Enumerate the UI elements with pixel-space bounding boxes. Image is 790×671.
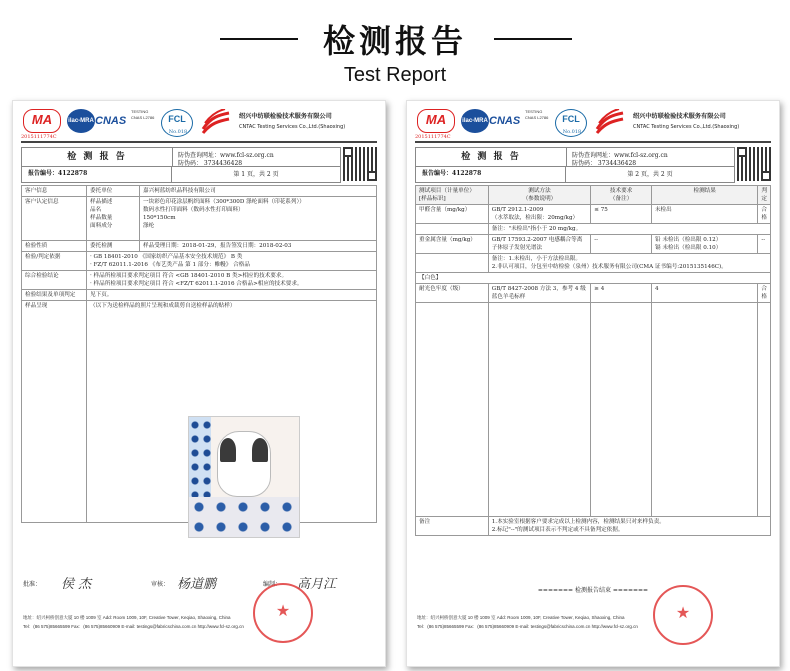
table-row xyxy=(416,205,771,224)
row-label: 样品呈现 xyxy=(22,301,87,523)
ma-logo: MA xyxy=(417,109,455,133)
table-row xyxy=(416,254,771,273)
table-row xyxy=(22,241,377,252)
footer-address: 地址：绍兴柯桥创意大厦 10 楼 1009 室 Add: Room 1009, 10F, Creative Tower, Keqiao, Shaoxing, China xyxy=(23,615,231,620)
row-value: · GB 18401-2010 《国家纺织产品基本安全技术规范》 B 类 · FZ/T 62011.1-2016 《布艺类产品 第 1 部分：帷幔》 合格品 xyxy=(87,252,377,271)
ma-number: 2015111774C xyxy=(415,134,451,140)
cell-result: 4 xyxy=(651,284,757,303)
table-row xyxy=(416,273,771,284)
table-row xyxy=(416,284,771,303)
row-label: 检验/判定依据 xyxy=(22,252,87,271)
row-value: 样品受理日期：2018-01-29，报告签发日期：2018-02-03 xyxy=(140,241,377,252)
cell-item: 耐光色牢度（级） xyxy=(416,284,489,303)
dog-ear-right xyxy=(252,438,268,462)
signature-row xyxy=(21,571,377,595)
company-name-cn: 绍兴中纺联检验技术服务有限公司 xyxy=(239,113,332,120)
notes-text: 1.本实验室根据客户要求完成以上检测内容，检测结果只对来样负责。 2.标记"--"的测试项目表示不判定或不具备判定依据。 xyxy=(488,517,770,536)
column-header: 技术要求 （备注） xyxy=(591,186,652,205)
ma-number: 2015111774C xyxy=(21,134,57,140)
header-divider xyxy=(415,141,771,143)
cell-item xyxy=(416,224,489,235)
logo-strip xyxy=(21,107,377,141)
ilac-logo: ilac-MRA xyxy=(67,109,95,133)
approver-signature: 侯 杰 xyxy=(61,577,92,592)
report-title: 检 测 报 告 xyxy=(22,148,173,167)
cntac-logo-icon xyxy=(595,109,625,135)
cell-result: 未检出 xyxy=(651,205,757,224)
company-name-en: CNTAC Testing Services Co.,Ltd.(Shaoxing) xyxy=(633,124,740,130)
report-title: 检 测 报 告 xyxy=(416,148,567,167)
sample-photo xyxy=(188,416,300,538)
cell-requirement: ≤ 75 xyxy=(591,205,652,224)
verify-site: 防伪查询网址：www.fcl-sz.org.cn xyxy=(572,152,668,159)
row-field: 样品描述 品名 样品数量 面料成分 xyxy=(87,197,140,241)
header-right-rule xyxy=(494,38,572,40)
table-row xyxy=(22,197,377,241)
row-label: 客户认定信息 xyxy=(22,197,87,241)
row-value: · 样品所检项目要求判定项目 符合 <GB 18401-2010 B 类>相应的技术要求。 · 样品所检项目要求判定项目 符合 <FZ/T 62011.1-2016 合格品>相应的技术要求。 xyxy=(87,271,377,290)
row-label: 检验性质 xyxy=(22,241,87,252)
table-row xyxy=(22,186,377,197)
cell-sample-color: 【白色】 xyxy=(416,273,771,284)
cell-item: 甲醛含量（mg/kg） xyxy=(416,205,489,224)
cell-method: GB/T 2912.1-2009 （水萃取法，检出限：20mg/kg） xyxy=(488,205,591,224)
cnas-logo: CNAS xyxy=(489,115,521,127)
page-info: 第 2 页，共 2 页 xyxy=(566,166,734,183)
report-id-box xyxy=(21,147,341,183)
cell-requirement: ≥ 4 xyxy=(591,284,652,303)
page-info: 第 1 页，共 2 页 xyxy=(172,166,340,183)
notes-label: 备注 xyxy=(416,517,489,536)
qr-code-icon xyxy=(343,147,377,181)
cnas-logo: CNAS xyxy=(95,115,127,127)
row-label: 客户信息 xyxy=(22,186,87,197)
verify-code: 防伪码： 3734436428 xyxy=(178,160,243,167)
reviewer-label: 审核： xyxy=(151,581,170,588)
table-row xyxy=(22,290,377,301)
cell-method: GB/T 17593.2-2007 电感耦合等离子体原子发射光谱法 xyxy=(488,235,591,254)
cell-requirement: -- xyxy=(591,235,652,254)
row-value: 见下页。 xyxy=(87,290,377,301)
report-end-mark: ======= 检测报告结束 ======= xyxy=(537,587,649,594)
column-header: 测试方法 （参数说明） xyxy=(488,186,591,205)
cell-note: 备注："未检出"指小于 20 mg/kg。 xyxy=(488,224,770,235)
preparer-label: 编制： xyxy=(263,581,282,588)
report-number: 报告编号：4122878 xyxy=(416,166,566,182)
footer-contact: Tel：(86 575)85665599 Fax：(86 575)85660909 E-mail: testings@fabricschina.com.cn http://www.fcl-sz.org.cn xyxy=(23,624,244,629)
cell-item xyxy=(416,254,489,273)
preparer-signature: 高月江 xyxy=(297,577,337,592)
qr-code-icon xyxy=(737,147,771,181)
cell-note: 备注：1.未检出，小于方法检出限。 2.非认可项目，分包至中纺检验（泉州）技术服务有限公司(CMA 证书编号:2015135146C)。 xyxy=(488,254,770,273)
photo-dot-pattern xyxy=(189,497,299,537)
table-row-blank xyxy=(416,303,771,517)
cell-verdict: 合格 xyxy=(758,205,771,224)
report-page-1 xyxy=(12,100,386,667)
cntac-logo-icon xyxy=(201,109,231,135)
row-value: （以下为送检样品的照片呈现和成裁剪自送检样品的贴样） xyxy=(87,301,377,523)
official-seal-icon: ★ xyxy=(253,583,313,643)
verify-site: 防伪查询网址：www.fcl-sz.org.cn xyxy=(178,152,274,159)
verify-code: 防伪码： 3734436428 xyxy=(572,160,637,167)
footer-address: 地址：绍兴柯桥创意大厦 10 楼 1009 室 Add: Room 1009, 10F, Creative Tower, Keqiao, Shaoxing, China xyxy=(417,615,625,620)
row-label: 综合检验结论 xyxy=(22,271,87,290)
cell-item: 重金属含量（mg/kg） xyxy=(416,235,489,254)
ilac-logo: ilac-MRA xyxy=(461,109,489,133)
official-seal-icon: ★ xyxy=(653,585,713,645)
page-footer xyxy=(23,613,375,631)
table-row xyxy=(22,252,377,271)
approver-label: 批准： xyxy=(23,581,42,588)
header-divider xyxy=(21,141,377,143)
ma-logo: MA xyxy=(23,109,61,133)
reviewer-signature: 杨道鹏 xyxy=(177,577,217,592)
column-header: 测试项目（计量单位） [样品标识] xyxy=(416,186,489,205)
page-header xyxy=(0,0,790,100)
table-row xyxy=(416,517,771,536)
photo-dog-print xyxy=(217,431,271,497)
cell-result: 铅 未检出（检出限 0.12） 镉 未检出（检出限 0.10） xyxy=(651,235,757,254)
test-results-table xyxy=(415,185,771,536)
table-row xyxy=(416,224,771,235)
row-label: 检验结果及单项判定 xyxy=(22,290,87,301)
page-subtitle: Test Report xyxy=(343,64,447,86)
table-row xyxy=(22,271,377,290)
fcl-number: No.018 xyxy=(168,129,188,135)
fcl-logo: FCL xyxy=(555,109,587,137)
logo-strip xyxy=(415,107,771,141)
report-page-2 xyxy=(406,100,780,667)
table-header-row xyxy=(416,186,771,205)
cell-verdict: 合格 xyxy=(758,284,771,303)
company-name-cn: 绍兴中纺联检验技术服务有限公司 xyxy=(633,113,726,120)
column-header: 检测结果 xyxy=(651,186,757,205)
report-id-box xyxy=(415,147,735,183)
cell-method: GB/T 8427-2008 方法 3，参考 4 级蓝色羊毛标样 xyxy=(488,284,591,303)
row-field: 委托单位 xyxy=(87,186,140,197)
company-name-en: CNTAC Testing Services Co.,Ltd.(Shaoxing) xyxy=(239,124,346,130)
table-row xyxy=(416,235,771,254)
dog-ear-left xyxy=(220,438,236,462)
testing-mark: TESTING CNAS L2786 xyxy=(131,109,155,120)
page-title: 检测报告 xyxy=(322,22,467,60)
page-footer xyxy=(417,613,769,631)
row-field: 委托检测 xyxy=(87,241,140,252)
row-value: 嘉兴柯蓝纺织品科技有限公司 xyxy=(140,186,377,197)
column-header: 判定 xyxy=(758,186,771,205)
testing-mark: TESTING CNAS L2786 xyxy=(525,109,549,120)
footer-contact: Tel：(86 575)85665599 Fax：(86 575)85660909 E-mail: testings@fabricschina.com.cn http://www.fcl-sz.org.cn xyxy=(417,624,638,629)
fcl-logo: FCL xyxy=(161,109,193,137)
row-value: 一块彩色印花涂层帆织面料（300*300D 涤纶面料（印花系列）） 数码水性打印面料（数码水性打印面料） 150*150cm 涤纶 xyxy=(140,197,377,241)
cell-verdict: -- xyxy=(758,235,771,254)
report-number: 报告编号：4122878 xyxy=(22,166,172,182)
fcl-number: No.018 xyxy=(562,129,582,135)
